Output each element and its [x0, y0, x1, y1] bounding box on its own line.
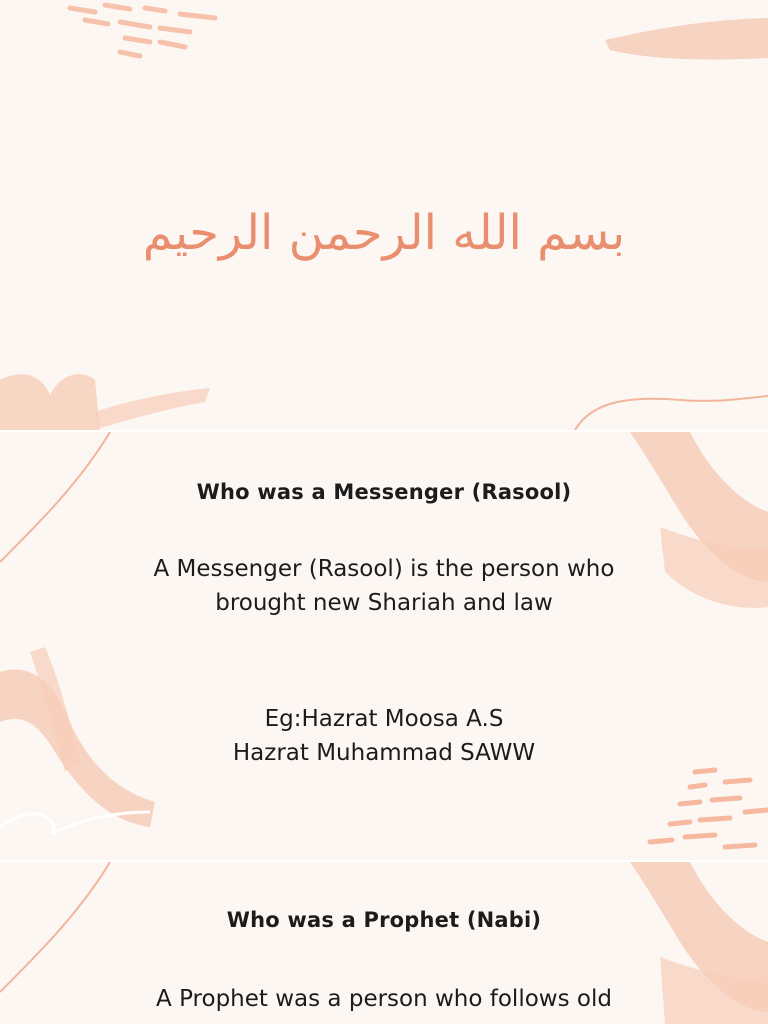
prophet-definition — [0, 982, 768, 1016]
messenger-definition-line: A Messenger (Rasool) is the person who — [153, 556, 615, 582]
messenger-definition-line: brought new Shariah and law — [215, 590, 553, 616]
messenger-example-line: Hazrat Muhammad SAWW — [232, 740, 536, 766]
slide-prophet — [0, 862, 768, 1024]
messenger-example-line: Eg:Hazrat Moosa A.S — [264, 706, 504, 732]
messenger-definition — [0, 552, 768, 620]
slide-messenger — [0, 432, 768, 860]
prophet-heading: Who was a Prophet (Nabi) — [226, 908, 542, 932]
slide-bismillah — [0, 0, 768, 430]
prophet-definition-line: A Prophet was a person who follows old — [156, 986, 612, 1012]
bismillah-heading: بسم الله الرحمن الرحيم — [142, 205, 626, 261]
messenger-heading: Who was a Messenger (Rasool) — [196, 480, 572, 504]
messenger-example — [0, 702, 768, 770]
